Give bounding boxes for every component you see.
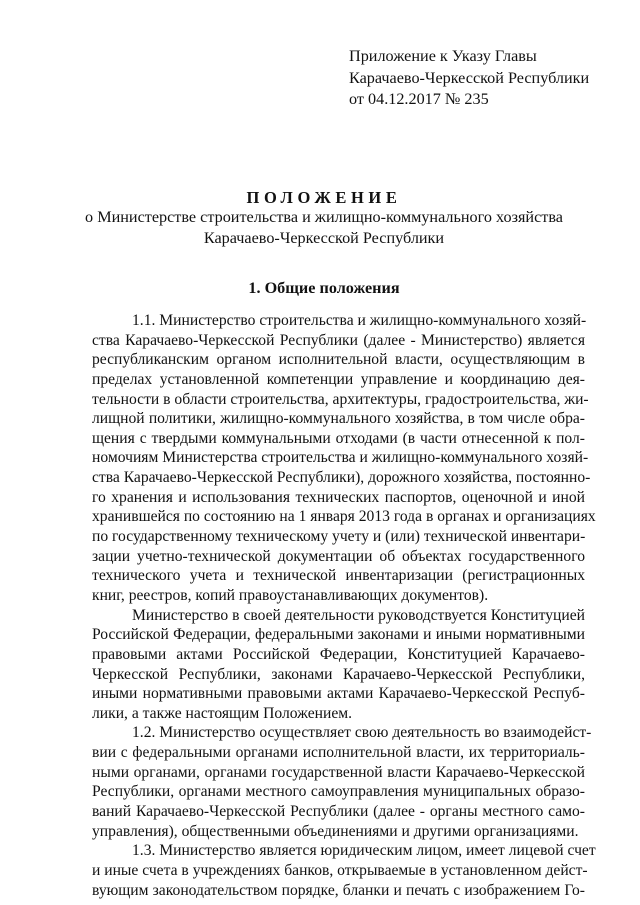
body-text <box>92 311 596 900</box>
paragraph <box>92 311 596 606</box>
paragraph-line: 1.2. Министерство осуществляет свою деятельность во взаимодейст- <box>132 724 592 742</box>
paragraph-line: и иные счета в учреждениях банков, открываемые в установленном дейст- <box>92 861 588 879</box>
paragraph <box>92 841 596 900</box>
paragraph-line: щения с твердыми коммунальными отходами (в части отнесенной к пол- <box>92 429 585 447</box>
paragraph-line: управления), общественными объединениями и другими организациями. <box>92 822 579 840</box>
paragraph-line: книг, реестров, копий правоустанавливающих документов). <box>92 586 489 604</box>
paragraph-line: ства Карачаево-Черкесской Республики (далее - Министерство) является <box>92 331 585 349</box>
paragraph-line: Российской Федерации, федеральными законами и иными нормативными <box>92 626 585 644</box>
paragraph <box>92 723 592 841</box>
paragraph-line: хранившейся по состоянию на 1 января 2013 года в органах и организациях <box>92 508 596 526</box>
paragraph-line: 1.1. Министерство строительства и жилищно-коммунального хозяй- <box>132 312 587 329</box>
section-heading: 1. Общие положения <box>248 279 400 297</box>
paragraph-line: технического учета и технической инвентаризации (регистрационных <box>92 567 585 585</box>
subtitle-line: о Министерстве строительства и жилищно-коммунального хозяйства <box>85 208 563 226</box>
paragraph-line: Министерство в своей деятельности руководствуется Конституцией <box>132 606 585 624</box>
paragraph-line: Республики, органами местного самоуправления муниципальных образо- <box>92 783 585 801</box>
document-subtitle <box>0 207 640 249</box>
paragraph-line: го хранения и использования технических паспортов, оценочной и иной <box>92 488 585 506</box>
paragraph-line: 1.3. Министерство является юридическим лицом, имеет лицевой счет <box>132 842 596 860</box>
paragraph-line: Черкесской Республики, законами Карачаево-Черкесской Республики, <box>92 665 585 683</box>
paragraph-line: лищной политики, жилищно-коммунального хозяйства, в том числе обра- <box>92 410 585 428</box>
document-title: ПОЛОЖЕНИЕ <box>246 188 402 207</box>
paragraph-line: республиканским органом исполнительной власти, осуществляющим в <box>92 351 585 369</box>
paragraph-line: зации учетно-технической документации об объектах государственного <box>92 547 585 565</box>
paragraph-line: правовыми актами Российской Федерации, Конституцией Карачаево- <box>92 645 585 663</box>
annex-note <box>349 46 629 111</box>
annex-line: Карачаево-Черкесской Республики <box>349 68 590 87</box>
paragraph-line: вующим законодательством порядке, бланки и печать с изображением Го- <box>92 881 585 899</box>
paragraph <box>92 606 585 724</box>
paragraph-line: по государственному техническому учету и (или) технической инвентари- <box>92 528 586 546</box>
paragraph-line: лики, а также настоящим Положением. <box>92 704 353 722</box>
annex-line: от 04.12.2017 № 235 <box>349 90 489 108</box>
subtitle-line: Карачаево-Черкесской Республики <box>203 229 445 247</box>
paragraph-line: пределах установленной компетенции управление и координацию дея- <box>92 370 585 388</box>
paragraph-line: ства Карачаево-Черкесской Республики), дорожного хозяйства, постоянно- <box>92 469 591 487</box>
paragraph-line: номочиям Министерства строительства и жилищно-коммунального хозяй- <box>92 449 589 467</box>
paragraph-line: ваний Карачаево-Черкесской Республики (далее - органы местного само- <box>92 803 585 821</box>
paragraph-line: иными нормативными правовыми актами Карачаево-Черкесской Респуб- <box>92 685 585 703</box>
paragraph-line: ными органами, органами государственной власти Карачаево-Черкесской <box>92 763 585 781</box>
annex-line: Приложение к Указу Главы <box>349 47 537 65</box>
paragraph-line: тельности в области строительства, архитектуры, градостроительства, жи- <box>92 390 589 408</box>
paragraph-line: вии с федеральными органами исполнительной власти, их территориаль- <box>92 744 585 762</box>
